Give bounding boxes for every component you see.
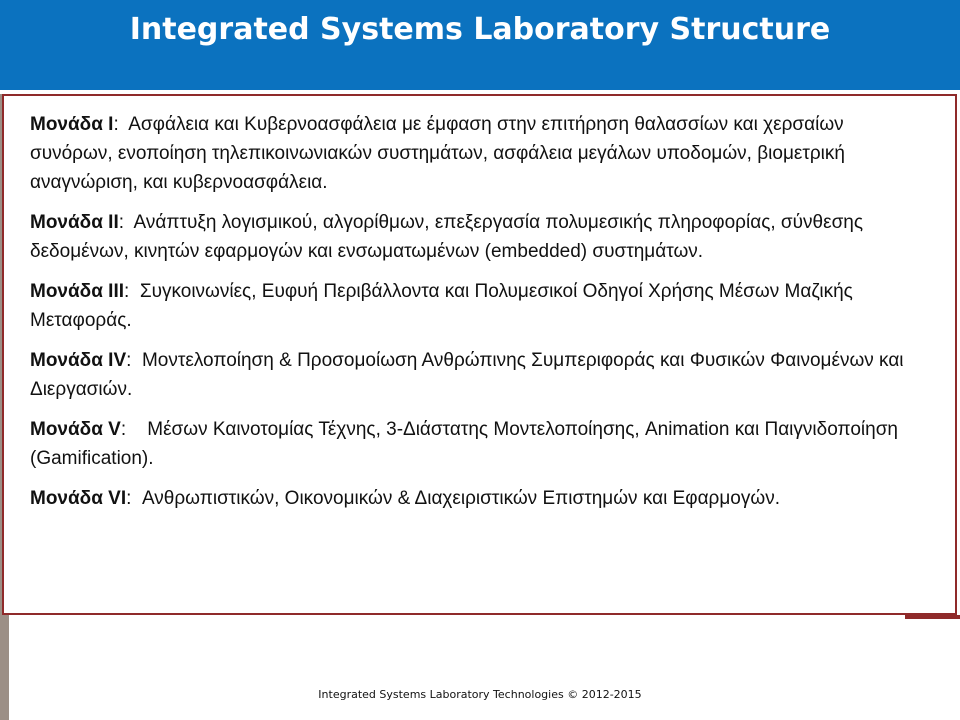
header-bar	[0, 0, 960, 90]
unit-description: Ανθρωπιστικών, Οικονομικών & Διαχειριστικών Επιστημών και Εφαρμογών.	[141, 488, 780, 509]
unit-item-6: Μονάδα VI: Ανθρωπιστικών, Οικονομικών & Διαχειριστικών Επιστημών και Εφαρμογών.	[30, 488, 780, 509]
unit-label: Μονάδα Ι	[30, 114, 114, 135]
unit-label: Μονάδα ΙΙΙ	[30, 281, 124, 302]
unit-label: Μονάδα VI	[30, 488, 127, 509]
unit-item-1: Μονάδα Ι: Ασφάλεια και Κυβερνοασφάλεια με έμφαση στην επιτήρηση θαλασσίων και χερσαίων συνόρων, ενοποίηση τηλεπικοινωνιακών συστημάτων, ασφάλεια μεγάλων υποδομών, βιομετρική αναγνώριση, και κυβερνοασφάλεια.	[30, 114, 845, 193]
units-content-box	[2, 94, 957, 615]
unit-description: Μέσων Καινοτομίας Τέχνης, 3-Διάστατης Μοντελοποίησης, Animation και Παιγνιδοποίηση (Gamification).	[30, 419, 898, 469]
unit-item-4: Μονάδα IV: Μοντελοποίηση & Προσομοίωση Ανθρώπινης Συμπεριφοράς και Φυσικών Φαινομένων και Διεργασιών.	[30, 350, 904, 400]
unit-label: Μονάδα IV	[30, 350, 127, 371]
slide-title: Integrated Systems Laboratory Structure	[129, 12, 831, 47]
unit-item-2: Μονάδα ΙΙ: Ανάπτυξη λογισμικού, αλγορίθμων, επεξεργασία πολυμεσικής πληροφορίας, σύνθεσης δεδομένων, κινητών εφαρμογών και ενσωματωμένων (embedded) συστημάτων.	[30, 212, 864, 262]
bottom-accent-line	[905, 615, 960, 619]
unit-description: Συγκοινωνίες, Ευφυή Περιβάλλοντα και Πολυμεσικοί Οδηγοί Χρήσης Μέσων Μαζικής Μεταφοράς.	[30, 281, 853, 331]
unit-description: Ανάπτυξη λογισμικού, αλγορίθμων, επεξεργασία πολυμεσικής πληροφορίας, σύνθεσης δεδομένων, κινητών εφαρμογών και ενσωματωμένων (embedded) συστημάτων.	[30, 212, 864, 262]
unit-label: Μονάδα ΙΙ	[30, 212, 119, 233]
unit-item-3: Μονάδα ΙΙΙ: Συγκοινωνίες, Ευφυή Περιβάλλοντα και Πολυμεσικοί Οδηγοί Χρήσης Μέσων Μαζικής Μεταφοράς.	[30, 281, 853, 331]
unit-item-5: Μονάδα V: Μέσων Καινοτομίας Τέχνης, 3-Διάστατης Μοντελοποίησης, Animation και Παιγνιδοποίηση (Gamification).	[30, 419, 898, 469]
unit-description: Μοντελοποίηση & Προσομοίωση Ανθρώπινης Συμπεριφοράς και Φυσικών Φαινομένων και Διεργασιών.	[30, 350, 904, 400]
footer-copyright: Integrated Systems Laboratory Technologies © 2012-2015	[318, 688, 642, 701]
unit-description: Ασφάλεια και Κυβερνοασφάλεια με έμφαση στην επιτήρηση θαλασσίων και χερσαίων συνόρων, ενοποίηση τηλεπικοινωνιακών συστημάτων, ασφάλεια μεγάλων υποδομών, βιομετρική αναγνώριση, και κυβερνοασφάλεια.	[30, 114, 845, 193]
unit-label: Μονάδα V	[30, 419, 121, 440]
